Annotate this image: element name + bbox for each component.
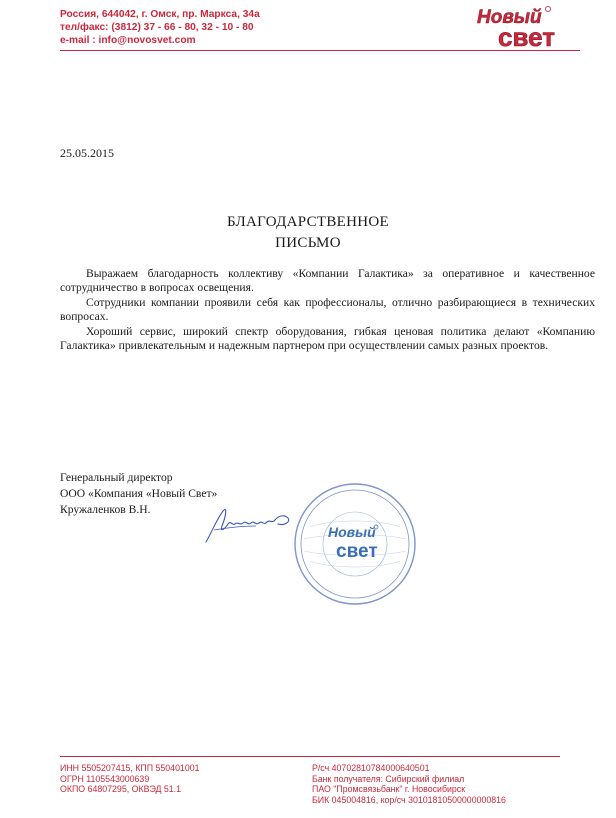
signatory-name: Кружаленков В.Н. xyxy=(60,503,151,516)
signatory-position: Генеральный директор xyxy=(60,471,173,484)
letter-body xyxy=(60,267,595,353)
company-address: Россия, 644042, г. Омск, пр. Маркса, 34а xyxy=(60,9,260,20)
footer-bik: БИК 045004816, кор/сч 30101810500000000816 xyxy=(312,794,506,805)
letterhead-contacts xyxy=(60,9,260,47)
company-phone: тел/факс: (3812) 37 - 66 - 80, 32 - 10 - 80 xyxy=(60,21,254,33)
footer-bank-requisites xyxy=(312,763,506,805)
body-paragraph-1: Выражаем благодарность коллективу «Компании Галактика» за оперативное и качественное сотрудничество в вопросах освещения. xyxy=(60,267,595,295)
letter-date: 25.05.2015 xyxy=(60,146,114,160)
registered-mark-icon xyxy=(545,6,550,11)
footer-ogrn: ОГРН 1105543000639 xyxy=(60,773,150,784)
footer-divider xyxy=(60,756,560,757)
footer-inn-kpp: ИНН 5505207415, КПП 550401001 xyxy=(60,763,200,773)
footer-company-requisites xyxy=(60,763,200,795)
logo-word-top: Новый xyxy=(477,7,542,28)
body-paragraph-3: Хороший сервис, широкий спектр оборудования, гибкая ценовая политика делают «Компанию Галактика» привлекательным и надежным партнером при осуществлении самых разных проектов. xyxy=(60,324,595,353)
footer-okpo-okved: ОКПО 64807295, ОКВЭД 51.1 xyxy=(60,784,181,795)
title-line-1: БЛАГОДАРСТВЕННОЕ xyxy=(226,214,389,230)
footer-account: Р/сч 40702810784000640501 xyxy=(312,763,430,773)
company-email: e-mail : info@novosvet.com xyxy=(60,34,196,46)
company-logo xyxy=(474,4,582,50)
logo-word-bottom: свет xyxy=(498,22,555,50)
company-stamp xyxy=(290,479,420,609)
stamp-logo-bottom: свет xyxy=(336,541,378,562)
footer-bank-branch: ПАО "Промсвязьбанк" г. Новосибирск xyxy=(312,784,466,795)
letterhead-divider xyxy=(60,50,580,51)
letter-title xyxy=(0,212,616,254)
signatory-company: ООО «Компания «Новый Свет» xyxy=(60,487,218,500)
body-paragraph-2: Сотрудники компании проявили себя как профессионалы, отлично разбирающиеся в технических вопросах. xyxy=(60,295,595,324)
footer-bank-name: Банк получателя: Сибирский филиал xyxy=(312,773,465,784)
handwritten-signature xyxy=(200,502,300,546)
stamp-logo-top: Новый xyxy=(328,524,376,540)
title-line-2: ПИСЬМО xyxy=(275,235,341,251)
signature-block xyxy=(60,470,217,518)
